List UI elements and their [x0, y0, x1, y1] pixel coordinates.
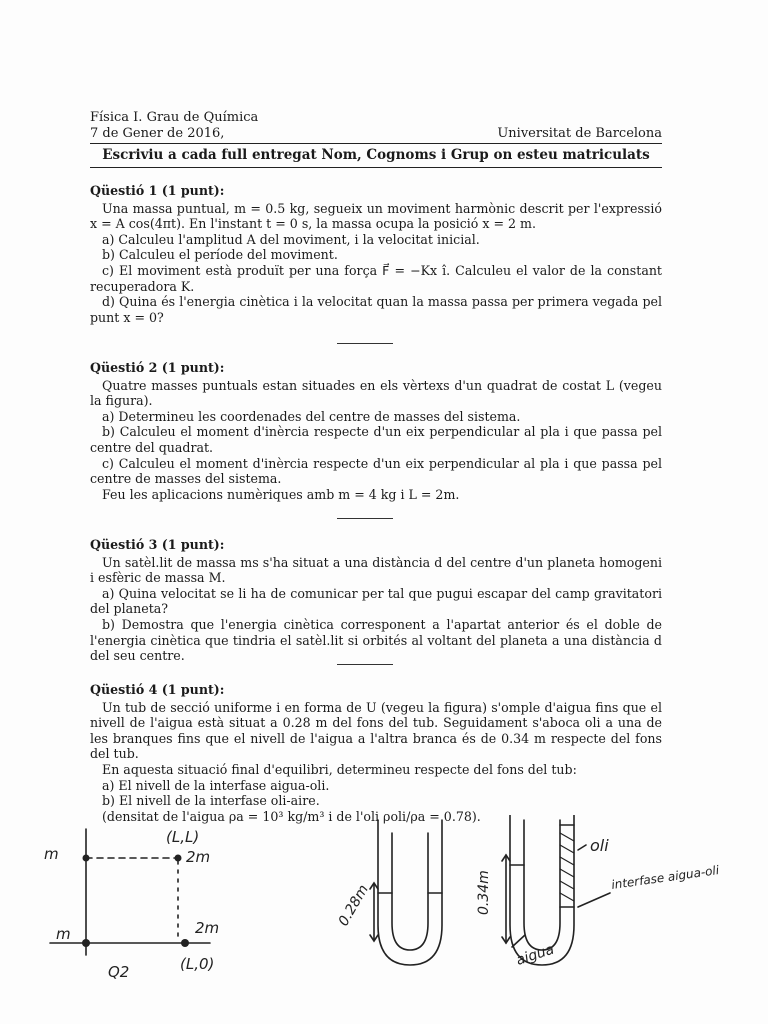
u-tube-right-outer	[510, 815, 574, 965]
label-mass-bottom-right: 2m	[195, 919, 220, 937]
figure-caption: Q2	[108, 963, 130, 981]
separator	[337, 664, 393, 665]
question-3-statement: Un satèl.lit de massa ms s'ha situat a una distància d del centre d'un planeta homogeni i esfèric de massa M.	[90, 554, 662, 586]
mass-point-bottom-right	[181, 939, 189, 947]
question-2-title: Qüestió 2 (1 punt):	[90, 360, 225, 375]
header-rule-top	[90, 143, 662, 144]
question-1-part-d: d) Quina és l'energia cinètica i la velocitat quan la massa passa per primera vegada pel punt x = 0?	[90, 294, 662, 325]
label-mass-top-right: 2m	[186, 848, 211, 866]
exam-date: 7 de Gener de 2016,	[90, 126, 225, 141]
mass-point-top-right	[175, 855, 182, 862]
question-3-part-b: b) Demostra que l'energia cinètica corresponent a l'apartat anterior és el doble de l'energia cinètica que tindria el satèl.lit si orbités al voltant del planeta a una distància d del seu centre.	[90, 616, 662, 664]
header-rule-bottom	[90, 167, 662, 168]
question-1-title: Qüestió 1 (1 punt):	[90, 183, 225, 198]
label-interface: interfase aigua-oli	[610, 862, 720, 892]
question-1-part-b: b) Calculeu el període del moviment.	[102, 247, 338, 263]
label-oil: oli	[590, 836, 609, 855]
label-water: aigua	[514, 941, 557, 969]
label-height-0-28m: 0.28m	[335, 882, 372, 929]
question-2-statement: Quatre masses puntuals estan situades en els vèrtexs d'un quadrat de costat L (vegeu la figura).	[90, 377, 662, 409]
question-1-part-c: c) El moviment està produït per una força F⃗ = −Kx î. Calculeu el valor de la constant recuperadora K.	[90, 262, 662, 294]
u-tube-right-inner	[524, 820, 560, 950]
separator	[337, 343, 393, 344]
course-title: Física I. Grau de Química	[90, 110, 259, 125]
separator	[337, 518, 393, 519]
question-3-part-a: a) Quina velocitat se li ha de comunicar per tal que pugui escapar del camp gravitatori del planeta?	[90, 585, 662, 617]
u-tube-left-inner	[392, 833, 428, 950]
question-1-statement: Una massa puntual, m = 0.5 kg, segueix un moviment harmònic descrit per l'expressió x = A cos(4πt). En l'instant t = 0 s, la massa ocupa la posició x = 2 m.	[90, 200, 662, 232]
label-height-0-34m: 0.34m	[476, 870, 492, 915]
question-2-numerics: Feu les aplicacions numèriques amb m = 4 kg i L = 2m.	[102, 486, 460, 502]
question-2-part-a: a) Determineu les coordenades del centre de masses del sistema.	[102, 408, 521, 424]
question-1-part-a: a) Calculeu l'amplitud A del moviment, i la velocitat inicial.	[102, 231, 480, 247]
oil-hatching	[560, 833, 574, 901]
question-4-part-a: a) El nivell de la interfase aigua-oli.	[102, 777, 330, 793]
instruction-banner: Escriviu a cada full entregat Nom, Cognoms i Grup on esteu matriculats	[102, 147, 650, 163]
question-4	[90, 682, 662, 824]
mass-point-bottom-left	[82, 939, 90, 947]
label-point-l-0: (L,0)	[180, 955, 215, 973]
question-4-statement: Un tub de secció uniforme i en forma de U (vegeu la figura) s'omple d'aigua fins que el nivell de l'aigua està situat a 0.28 m del fons del tub. Seguidament s'aboca oli a una de les branques fins que el nivell de l'aigua a l'altra branca és de 0.34 m respecte del fons del tub.	[90, 699, 662, 762]
label-point-l-l: (L,L)	[166, 828, 200, 846]
interface-pointer	[578, 893, 610, 907]
label-mass-top-left: m	[44, 845, 59, 863]
question-4-part-b: b) El nivell de la interfase oli-aire.	[102, 793, 320, 809]
question-2-part-b: b) Calculeu el moment d'inèrcia respecte d'un eix perpendicular al pla i que passa pel centre del quadrat.	[90, 424, 662, 455]
mass-point-top-left	[83, 855, 90, 862]
question-4-title: Qüestió 4 (1 punt):	[90, 682, 225, 697]
question-3	[90, 537, 662, 664]
question-2	[90, 360, 662, 502]
water-pointer	[512, 935, 525, 947]
question-4-intro: En aquesta situació final d'equilibri, determineu respecte del fons del tub:	[102, 761, 577, 777]
label-mass-bottom-left: m	[56, 925, 71, 943]
university-name: Universitat de Barcelona	[497, 126, 662, 141]
question-3-title: Qüestió 3 (1 punt):	[90, 537, 225, 552]
oil-pointer	[578, 845, 586, 850]
square-masses-figure	[30, 815, 260, 985]
u-tube-figure	[320, 815, 720, 985]
question-2-part-c: c) Calculeu el moment d'inèrcia respecte d'un eix perpendicular al pla i que passa pel centre de masses del sistema.	[90, 455, 662, 487]
question-1	[90, 183, 662, 325]
question-4-densities: (densitat de l'aigua ρa = 10³ kg/m³ i de l'oli ρoli/ρa = 0.78).	[102, 808, 481, 824]
